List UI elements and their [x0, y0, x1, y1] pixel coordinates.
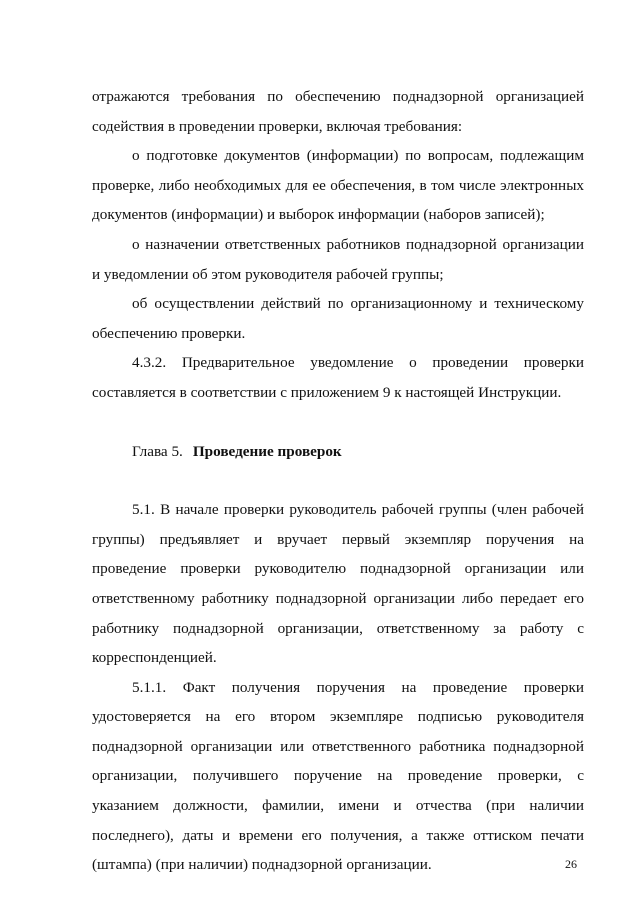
- paragraph-5-1: 5.1. В начале проверки руководитель рабочей группы (член рабочей группы) предъявляет и вручает первый экземпляр поручения на проведение проверки руководителю поднадзорной организации или ответственному работнику поднадзорной организации либо передает его работнику поднадзорной организации, ответственному за работу с корреспонденцией.: [92, 501, 584, 667]
- paragraph-technical-support-requirement: об осуществлении действий по организационному и техническому обеспечению проверки.: [92, 295, 584, 342]
- document-page: [92, 82, 584, 880]
- paragraph-5-1-1: 5.1.1. Факт получения поручения на проведение проверки удостоверяется на его втором экземпляре подписью руководителя поднадзорной организации или ответственного работника поднадзорной организации, получившего поручение на проведение проверки, с указанием должности, фамилии, имени и отчества (при наличии последнего), даты и времени его получения, а также оттиском печати (штампа) (при наличии) поднадзорной организации.: [92, 678, 584, 874]
- paragraph-continuation: отражаются требования по обеспечению поднадзорной организацией содействия в проведении проверки, включая требования:: [92, 88, 584, 135]
- page-number: 26: [565, 857, 577, 871]
- paragraph-documents-requirement: о подготовке документов (информации) по вопросам, подлежащим проверке, либо необходимых для ее обеспечения, в том числе электронных документов (информации) и выборок информации (наборов записей);: [92, 147, 584, 224]
- chapter-title: Проведение проверок: [192, 442, 342, 460]
- paragraph-responsible-staff-requirement: о назначении ответственных работников поднадзорной организации и уведомлении об этом руководителя рабочей группы;: [92, 235, 584, 283]
- chapter-number: Глава 5.: [132, 442, 183, 460]
- paragraph-4-3-2: 4.3.2. Предварительное уведомление о проведении проверки составляется в соответствии с приложением 9 к настоящей Инструкции.: [92, 354, 584, 401]
- chapter-heading: [92, 408, 584, 496]
